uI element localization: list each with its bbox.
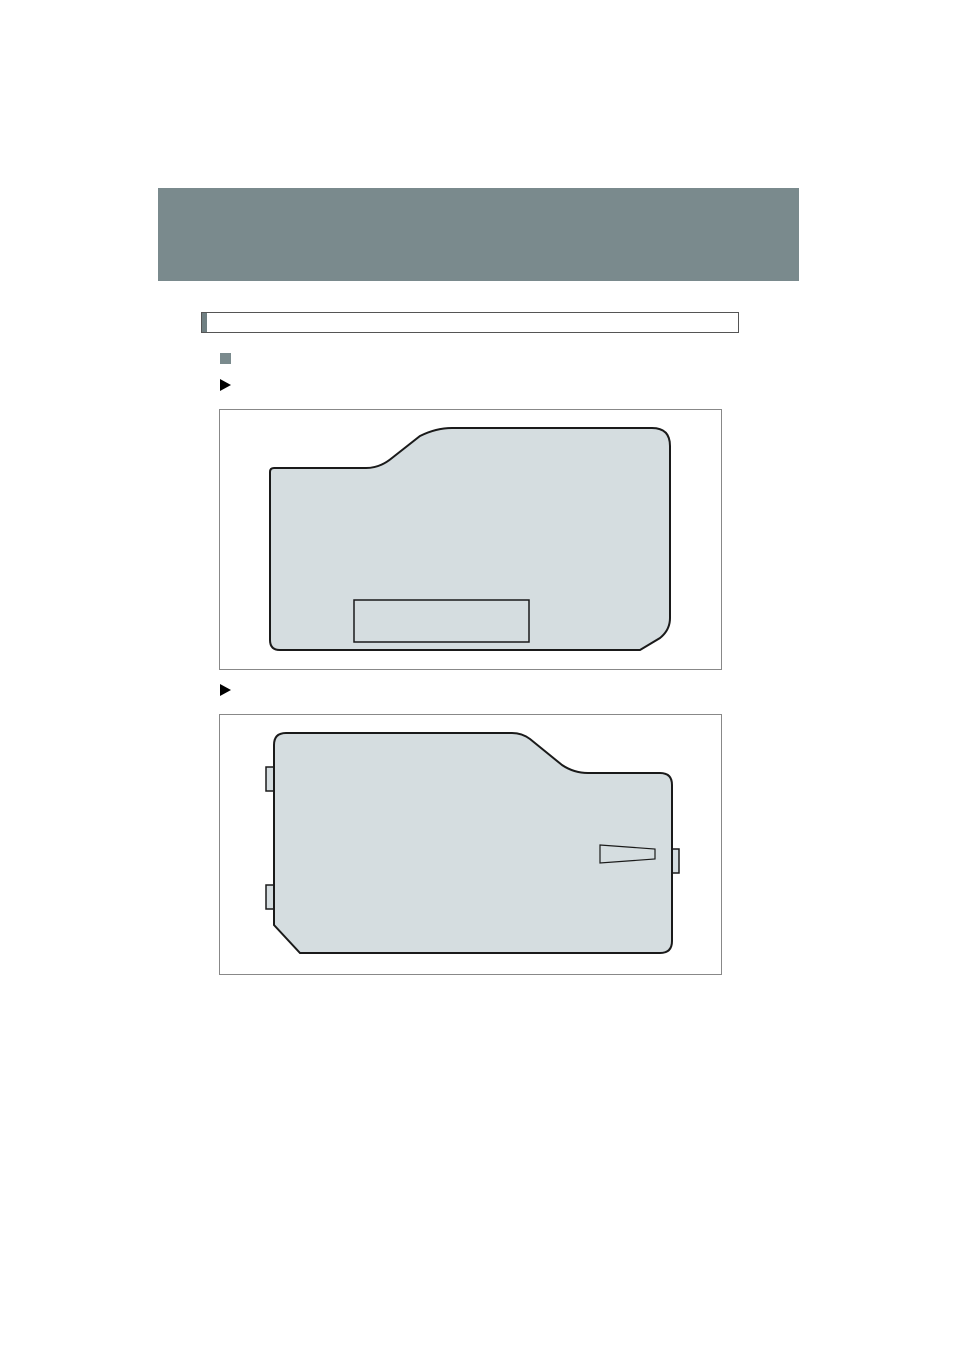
fuse-box-diagram — [220, 410, 723, 671]
figure1-caption — [220, 377, 238, 395]
cover-figure — [219, 714, 722, 975]
triangle-bullet-icon — [220, 379, 231, 391]
section-title-box — [201, 312, 739, 333]
triangle-bullet-icon — [220, 684, 231, 696]
cover-diagram — [220, 715, 723, 976]
section-title-bar — [202, 313, 207, 332]
chapter-header — [158, 188, 799, 281]
figure2-caption — [220, 682, 238, 700]
subheading — [220, 351, 238, 369]
cover-outline — [274, 733, 672, 953]
fuse-box-figure — [219, 409, 722, 670]
lower-fuse-block — [354, 600, 529, 642]
square-bullet-icon — [220, 353, 231, 364]
